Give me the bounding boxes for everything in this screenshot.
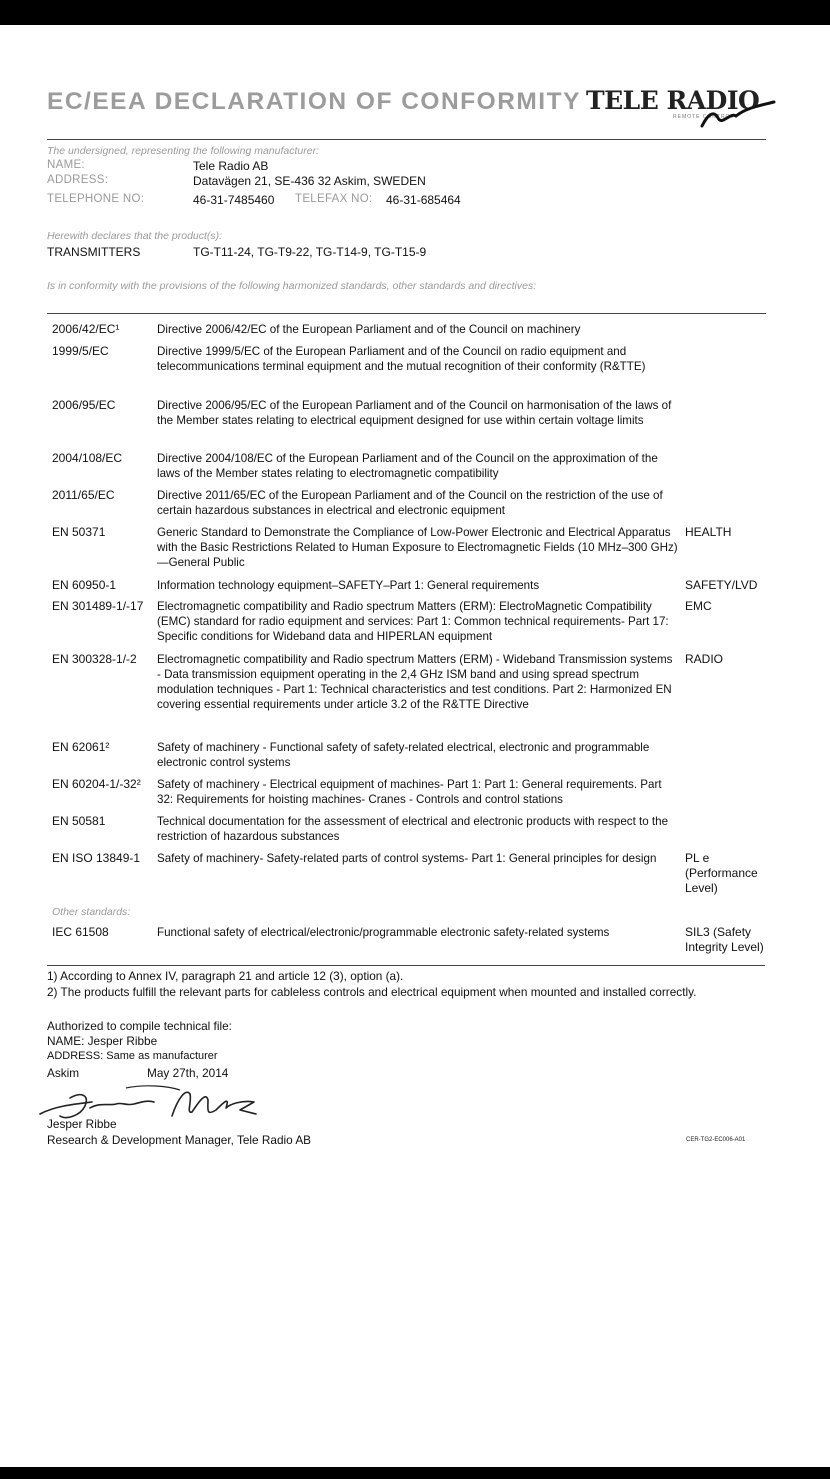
standard-code: EN 50581: [52, 814, 106, 828]
authorization-heading: Authorized to compile technical file:: [47, 1019, 232, 1033]
standard-category: RADIO: [685, 652, 724, 666]
standard-code: 2011/65/EC: [52, 488, 115, 502]
standard-code: EN 300328-1/-2: [52, 652, 137, 666]
standard-code: EN 50371: [52, 525, 106, 539]
table-bottom-rule: [47, 965, 765, 966]
standard-description: Electromagnetic compatibility and Radio spectrum Matters (ERM) - Wideband Transmission systems - Data transmission equipment operating in the 2,4 GHz ISM band and using spread spectrum modulation techniques - Part 1: Technical characteristics and test conditions. Part 2: Harmonized EN covering essential requirements under article 3.2 of the R&TTE Directive: [157, 653, 673, 711]
bottom-black-bar: [0, 1467, 830, 1479]
conformity-intro: Is in conformity with the provisions of the following harmonized standards, other standards and directives:: [47, 280, 537, 292]
authorized-name: NAME: Jesper Ribbe: [47, 1034, 158, 1048]
standard-code: EN 60950-1: [52, 578, 117, 592]
standard-description: Directive 2006/95/EC of the European Parliament and of the Council on harmonisation of the laws of the Member states relating to electrical equipment designed for use within certain voltage limits: [157, 399, 672, 427]
table-top-rule: [47, 313, 766, 314]
standard-category: SAFETY/LVD: [685, 578, 758, 592]
standard-description: Generic Standard to Demonstrate the Compliance of Low-Power Electronic and Electrical Apparatus with the Basic Restrictions Related to Human Exposure to Electromagnetic Fields (10 MHz–300 GHz)—General Public: [157, 526, 678, 569]
signature-date: May 27th, 2014: [147, 1066, 229, 1080]
product-models: TG-T11-24, TG-T9-22, TG-T14-9, TG-T15-9: [193, 245, 427, 259]
tele-radio-logo: [586, 86, 776, 132]
standard-description: Electromagnetic compatibility and Radio spectrum Matters (ERM): ElectroMagnetic Compatibility (EMC) standard for radio equipment and services: Part 1: Common technical requirements- Part 17: Specific conditions for Wideband data and HIPERLAN equipment: [157, 600, 669, 643]
standard-code: 2006/95/EC: [52, 398, 116, 412]
logo-swoosh-icon: [696, 96, 776, 130]
standard-code: IEC 61508: [52, 925, 109, 939]
name-label: NAME:: [47, 159, 85, 171]
standard-category: HEALTH: [685, 525, 732, 539]
standard-description: Information technology equipment–SAFETY–Part 1: General requirements: [157, 579, 540, 592]
document-reference: CER-TG2-EC006-A01: [686, 1137, 746, 1143]
telefax-label: TELEFAX NO:: [295, 193, 373, 205]
logo-subtitle: REMOTE CONTROL: [673, 114, 735, 120]
manufacturer-name: Tele Radio AB: [193, 159, 269, 173]
standard-code: EN 60204-1/-32²: [52, 777, 141, 791]
product-intro: Herewith declares that the product(s):: [47, 230, 223, 242]
telefax-value: 46-31-685464: [386, 193, 461, 207]
footnote-2: 2) The products fulfill the relevant parts for cableless controls and electrical equipment when mounted and installed correctly.: [47, 985, 697, 999]
authorized-address: ADDRESS: Same as manufacturer: [47, 1050, 218, 1062]
standard-description: Safety of machinery - Functional safety of safety-related electrical, electronic and programmable electronic control systems: [157, 741, 650, 769]
title-divider: [47, 139, 766, 140]
standard-description: Directive 2004/108/EC of the European Parliament and of the Council on the approximation of the laws of the Member states relating to electromagnetic compatibility: [157, 452, 658, 480]
standard-description: Safety of machinery - Electrical equipment of machines- Part 1: Part 1: General requirements. Part 32: Requirements for hoisting machines- Cranes - Controls and control stations: [157, 778, 662, 806]
manufacturer-intro: The undersigned, representing the following manufacturer:: [47, 145, 319, 157]
telephone-label: TELEPHONE NO:: [47, 193, 145, 205]
product-type: TRANSMITTERS: [47, 245, 141, 259]
standard-description: Directive 2011/65/EC of the European Parliament and of the Council on the restriction of the use of certain hazardous substances in electrical and electronic equipment: [157, 489, 663, 517]
standard-category: SIL3 (Safety Integrity Level): [685, 925, 764, 954]
standard-code: EN 301489-1/-17: [52, 599, 144, 613]
standard-code: EN ISO 13849-1: [52, 851, 141, 865]
standard-code: 2004/108/EC: [52, 451, 123, 465]
standard-description: Safety of machinery- Safety-related parts of control systems- Part 1: General principles for design: [157, 852, 657, 865]
top-black-bar: [0, 0, 830, 25]
telephone-value: 46-31-7485460: [193, 193, 275, 207]
logo-text: TELE RADIO: [586, 86, 760, 115]
standard-description: Functional safety of electrical/electronic/programmable electronic safety-related systems: [157, 926, 610, 939]
standard-category: PL e (Performance Level): [685, 851, 758, 895]
standard-code: EN 62061²: [52, 740, 110, 754]
signer-title: Research & Development Manager, Tele Radio AB: [47, 1133, 312, 1147]
page-title: EC/EEA DECLARATION OF CONFORMITY: [47, 88, 581, 115]
signer-name: Jesper Ribbe: [47, 1117, 117, 1131]
standard-description: Technical documentation for the assessment of electrical and electronic products with respect to the restriction of hazardous substances: [157, 815, 669, 843]
standard-code: 1999/5/EC: [52, 344, 109, 358]
footnote-1: 1) According to Annex IV, paragraph 21 and article 12 (3), option (a).: [47, 969, 404, 983]
standard-description: Directive 2006/42/EC of the European Parliament and of the Council on machinery: [157, 323, 581, 336]
manufacturer-address: Datavägen 21, SE-436 32 Askim, SWEDEN: [193, 174, 426, 188]
signature-place: Askim: [47, 1066, 80, 1080]
address-label: ADDRESS:: [47, 174, 109, 186]
standard-category: EMC: [685, 599, 712, 613]
other-standards-label: Other standards:: [52, 906, 131, 918]
standard-code: 2006/42/EC¹: [52, 322, 120, 336]
standard-description: Directive 1999/5/EC of the European Parliament and of the Council on radio equipment and telecommunications terminal equipment and the mutual recognition of their conformity (R&TTE): [157, 345, 646, 373]
